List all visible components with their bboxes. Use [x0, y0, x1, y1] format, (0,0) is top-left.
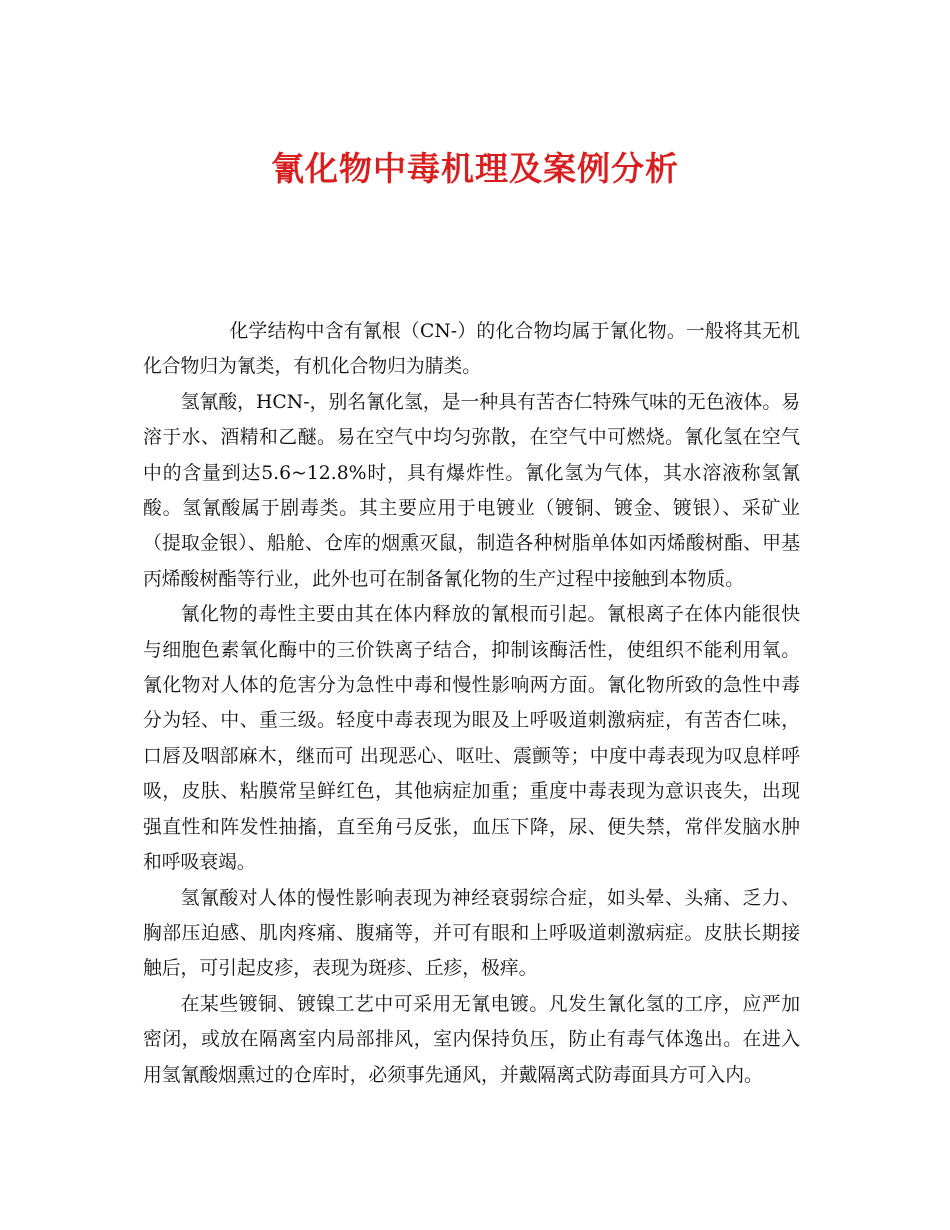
document-title: 氰化物中毒机理及案例分析: [271, 149, 679, 189]
paragraph-cyanide-definition: 化学结构中含有氰根（CN-）的化合物均属于氰化物。一般将其无机化合物归为氰类，有机化合物归为腈类。: [143, 321, 800, 378]
paragraph-prevention: 在某些镀铜、镀镍工艺中可采用无氰电镀。凡发生氰化氢的工序，应严加密闭，或放在隔离室内局部排风，室内保持负压，防止有毒气体逸出。在进入用氢氰酸烟熏过的仓库时，必须事先通风，并戴隔离式防毒面具方可入内。: [143, 993, 800, 1086]
document-body: [143, 314, 800, 1093]
paragraph-chronic-effects: 氢氰酸对人体的慢性影响表现为神经衰弱综合症，如头晕、头痛、乏力、胸部压迫感、肌肉疼痛、腹痛等，并可有眼和上呼吸道刺激病症。皮肤长期接触后，可引起皮疹，表现为斑疹、丘疹，极痒。: [143, 887, 800, 980]
paragraph-toxicity-mechanism: 氰化物的毒性主要由其在体内释放的氰根而引起。氰根离子在体内能很快与细胞色素氧化酶中的三价铁离子结合，抑制该酶活性，使组织不能利用氧。氰化物对人体的危害分为急性中毒和慢性影响两方面。氰化物所致的急性中毒分为轻、中、重三级。轻度中毒表现为眼及上呼吸道刺激病症，有苦杏仁味，口唇及咽部麻木，继而可 出现恶心、呕吐、震颤等；中度中毒表现为叹息样呼吸，皮肤、粘膜常呈鲜红色，其他病症加重；重度中毒表现为意识丧失，出现强直性和阵发性抽搐，直至角弓反张，血压下降，尿、便失禁，常伴发脑水肿和呼吸衰竭。: [143, 604, 800, 874]
paragraph-hydrocyanic-acid: 氢氰酸，HCN-，别名氰化氢，是一种具有苦杏仁特殊气味的无色液体。易溶于水、酒精和乙醚。易在空气中均匀弥散，在空气中可燃烧。氰化氢在空气中的含量到达5.6~12.8%时，具有爆炸性。氰化氢为气体，其水溶液称氢氰酸。氢氰酸属于剧毒类。其主要应用于电镀业（镀铜、镀金、镀银）、采矿业（提取金银）、船舱、仓库的烟熏灭鼠，制造各种树脂单体如丙烯酸树酯、甲基丙烯酸树酯等行业，此外也可在制备氰化物的生产过程中接触到本物质。: [143, 391, 800, 590]
